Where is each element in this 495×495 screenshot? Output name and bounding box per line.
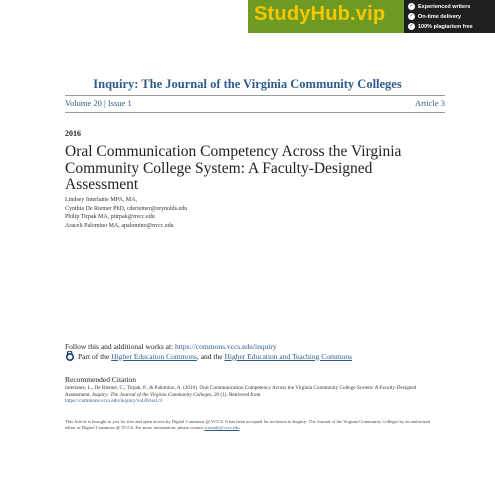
journal-title[interactable]: Inquiry: The Journal of the Virginia Community Colleges bbox=[93, 77, 402, 91]
check-icon: ✓ bbox=[409, 23, 414, 29]
citation-url-link[interactable]: https://commons.vccs.edu/inquiry/vol20/iss1/3 bbox=[65, 398, 163, 404]
banner-feature: ✓ 100% plagiarism free bbox=[409, 23, 473, 30]
banner-features-panel bbox=[404, 0, 495, 33]
banner-feature: ✓ On-time delivery bbox=[409, 13, 462, 20]
citation-text: Interlante, L., De Riemer, C., Tirpak, P., & Palomino, A. (2016). Oral Communication Competency Across the Virginia Community College System: A Faculty-Designed Assessment. Inquiry: The Journal of the Virginia Community Colleges, 20 (1). Retrieved from https://commons.vccs.edu/inquiry/vol20/iss1/3 bbox=[65, 385, 417, 404]
divider bbox=[65, 95, 445, 96]
volume-row bbox=[65, 98, 445, 108]
part-of-line: Part of the Higher Education Commons, and the Higher Education and Teaching Commons bbox=[65, 351, 352, 361]
open-access-icon bbox=[65, 351, 75, 361]
banner-feature: ✓ Experienced writers bbox=[409, 3, 471, 10]
author-entry: Lindsey Interlante MPA, MA, bbox=[65, 197, 137, 203]
publication-year: 2016 bbox=[65, 129, 81, 138]
access-notice: This Article is brought to you for free and open access by Digital Commons @ VCCS. It has been accepted for inclusion in Inquiry: The Journal of the Virginia Community Colleges by an authorized editor of Digital Commons @ VCCS. For more information, please contact tcassidy@vccs.edu. bbox=[65, 419, 431, 430]
volume-issue-link[interactable]: Volume 20 | Issue 1 bbox=[65, 98, 132, 108]
article-title: Oral Communication Competency Across the Virginia Community College System: A Faculty-Designed Assessment bbox=[65, 143, 402, 193]
author-entry: Araceli Palomino MA, apalomino@nvcc.edu bbox=[65, 222, 174, 229]
author-entry: Cynthia De Riemer PhD, cderiemer@reynolds.edu bbox=[65, 205, 188, 212]
check-icon: ✓ bbox=[409, 3, 414, 9]
article-number-link[interactable]: Article 3 bbox=[415, 98, 445, 108]
check-icon: ✓ bbox=[409, 13, 414, 19]
contact-email-link[interactable]: tcassidy@vccs.edu bbox=[204, 425, 240, 430]
author-entry: Philip Tirpak MA, ptirpak@nvcc.edu bbox=[65, 214, 155, 220]
banner-logo[interactable]: StudyHub.vip bbox=[254, 3, 386, 25]
commons-url-link[interactable]: https://commons.vccs.edu/inquiry bbox=[175, 342, 277, 351]
author-list bbox=[65, 196, 187, 230]
higher-education-commons-link[interactable]: Higher Education Commons bbox=[111, 351, 197, 361]
promo-banner[interactable] bbox=[248, 0, 495, 33]
follow-line: Follow this and additional works at: https://commons.vccs.edu/inquiry bbox=[65, 342, 277, 351]
higher-education-teaching-commons-link[interactable]: Higher Education and Teaching Commons bbox=[224, 351, 353, 361]
recommended-citation-heading: Recommended Citation bbox=[65, 375, 137, 384]
divider bbox=[65, 112, 445, 113]
